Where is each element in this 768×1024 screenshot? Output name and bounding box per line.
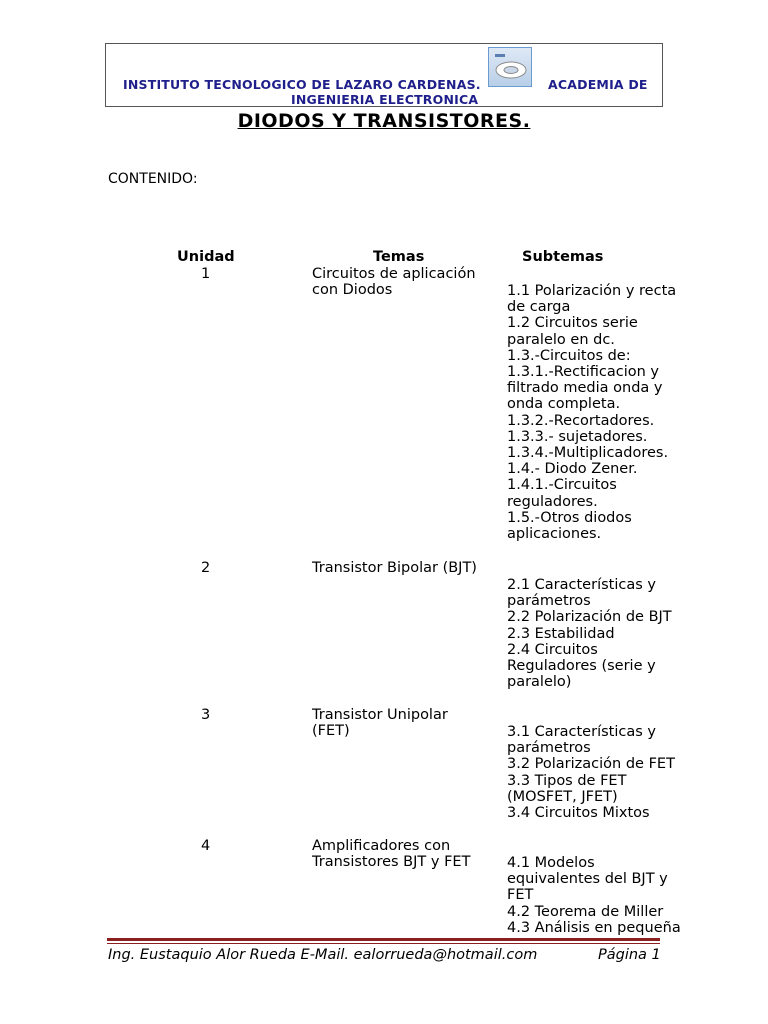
footer-author: Ing. Eustaquio Alor Rueda E-Mail. ealorrueda@hotmail.com bbox=[108, 947, 538, 963]
row-3-subtemas bbox=[507, 724, 707, 821]
subtema-line: paralelo) bbox=[507, 674, 572, 691]
subtema-line: 1.3.2.-Recortadores. bbox=[507, 412, 655, 429]
subtema-line: 3.3 Tipos de FET bbox=[507, 772, 627, 789]
subtema-line: 1.4.1.-Circuitos bbox=[507, 477, 617, 494]
subtema-line: reguladores. bbox=[507, 493, 598, 510]
subtema-line: parámetros bbox=[507, 740, 591, 757]
contenido-label: CONTENIDO: bbox=[108, 171, 198, 187]
row-3-unidad: 3 bbox=[201, 707, 211, 723]
subtema-line: 1.5.-Otros diodos bbox=[507, 509, 632, 526]
row-1-subtemas bbox=[507, 283, 707, 542]
subtema-line: parámetros bbox=[507, 593, 591, 610]
subtema-line: 1.1 Polarización y recta bbox=[507, 283, 677, 299]
header-institute: INSTITUTO TECNOLOGICO DE LAZARO CARDENAS. bbox=[123, 77, 481, 92]
tema-line: Transistor Unipolar bbox=[312, 707, 448, 723]
row-2-unidad: 2 bbox=[201, 560, 211, 576]
header-academia: ACADEMIA DE bbox=[548, 77, 648, 92]
subtema-line: onda completa. bbox=[507, 396, 621, 413]
institute-logo-icon bbox=[488, 47, 532, 87]
subtema-line: FET bbox=[507, 887, 534, 904]
header-box bbox=[105, 43, 663, 107]
subtema-line: 4.2 Teorema de Miller bbox=[507, 903, 664, 920]
subtema-line: aplicaciones. bbox=[507, 526, 602, 543]
subtema-line: 4.3 Análisis en pequeña bbox=[507, 919, 681, 936]
row-4-tema bbox=[312, 838, 492, 870]
subtema-line: 3.2 Polarización de FET bbox=[507, 756, 675, 773]
header-ingenieria: INGENIERIA ELECTRONICA bbox=[291, 92, 479, 107]
row-1-unidad: 1 bbox=[201, 266, 211, 282]
subtema-line: 2.1 Características y bbox=[507, 577, 656, 593]
subtema-line: Reguladores (serie y bbox=[507, 658, 656, 675]
footer-page-number: Página 1 bbox=[598, 947, 661, 963]
footer-divider-thick bbox=[107, 938, 660, 941]
tema-line: (FET) bbox=[312, 723, 350, 740]
subtema-line: (MOSFET, JFET) bbox=[507, 788, 618, 805]
tema-line: Transistor Bipolar (BJT) bbox=[312, 560, 477, 576]
tema-line: con Diodos bbox=[312, 282, 393, 299]
tema-line: Circuitos de aplicación bbox=[312, 266, 476, 282]
document-title: DIODOS Y TRANSISTORES. bbox=[237, 110, 531, 132]
subtema-line: 4.1 Modelos bbox=[507, 855, 595, 871]
subtema-line: 1.3.1.-Rectificacion y bbox=[507, 364, 660, 381]
subtema-line: 3.1 Características y bbox=[507, 724, 656, 740]
row-2-tema bbox=[312, 560, 492, 576]
subtema-line: 2.3 Estabilidad bbox=[507, 625, 615, 642]
column-header-subtemas: Subtemas bbox=[522, 249, 604, 265]
subtema-line: 2.2 Polarización de BJT bbox=[507, 609, 672, 626]
subtema-line: 1.3.3.- sujetadores. bbox=[507, 428, 648, 445]
tema-line: Amplificadores con bbox=[312, 838, 451, 854]
subtema-line: equivalentes del BJT y bbox=[507, 871, 668, 888]
subtema-line: 1.3.4.-Multiplicadores. bbox=[507, 445, 669, 462]
subtema-line: de carga bbox=[507, 299, 571, 316]
column-header-temas: Temas bbox=[373, 249, 425, 265]
row-1-tema bbox=[312, 266, 492, 298]
subtema-line: 1.3.-Circuitos de: bbox=[507, 347, 631, 364]
row-3-tema bbox=[312, 707, 492, 739]
tema-line: Transistores BJT y FET bbox=[312, 854, 471, 871]
column-header-unidad: Unidad bbox=[177, 249, 235, 265]
subtema-line: 1.2 Circuitos serie bbox=[507, 315, 638, 332]
subtema-line: 2.4 Circuitos bbox=[507, 641, 598, 658]
row-4-unidad: 4 bbox=[201, 838, 211, 854]
subtema-line: 3.4 Circuitos Mixtos bbox=[507, 805, 650, 822]
row-4-subtemas bbox=[507, 855, 707, 936]
row-2-subtemas bbox=[507, 577, 707, 690]
footer-divider-thin bbox=[107, 943, 660, 944]
subtema-line: 1.4.- Diodo Zener. bbox=[507, 461, 638, 478]
subtema-line: filtrado media onda y bbox=[507, 380, 663, 397]
footer-divider bbox=[107, 938, 660, 944]
subtema-line: paralelo en dc. bbox=[507, 331, 615, 348]
